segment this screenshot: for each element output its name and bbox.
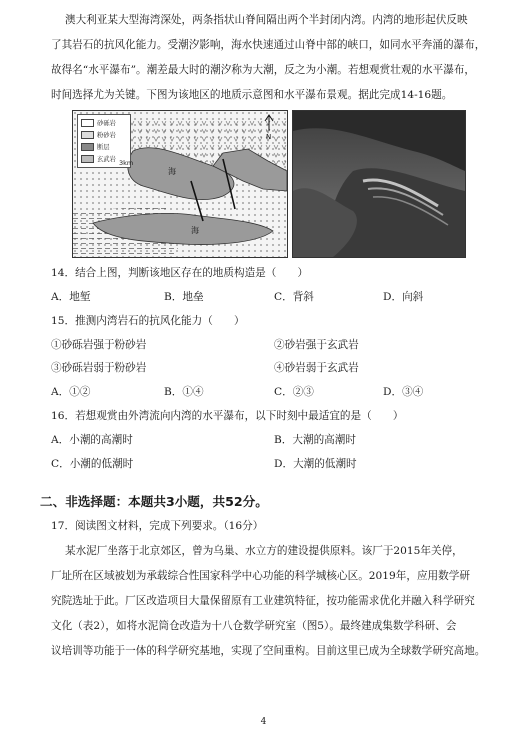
q14-stem: 14．结合上图，判断该地区存在的地质构造是（ ） (51, 267, 309, 279)
legend-swatch (81, 155, 94, 163)
intro-line-4: 时间选择尤为关键。下图为该地区的地质示意图和水平瀑布景观。据此完成14-16题。 (51, 89, 453, 101)
q15-statement-3: ③砂砾岩弱于粉砂岩 (51, 362, 147, 374)
q16-option-c[interactable]: C．小潮的低潮时 (51, 458, 134, 470)
q16-option-a[interactable]: A．小潮的高潮时 (51, 434, 133, 446)
q17-line-1: 某水泥厂坐落于北京郊区，曾为乌巢、水立方的建设提供原料。该厂于2015年关停， (65, 545, 463, 557)
legend-item (81, 118, 116, 127)
map-water-label: 海 (168, 167, 176, 176)
map-water-label: 海 (191, 226, 199, 235)
svg-text:N: N (266, 133, 272, 141)
intro-line-1: 澳大利亚某大型海湾深处，两条指状山脊间隔出两个半封闭内湾。内湾的地形起伏反映 (65, 14, 468, 26)
legend-label: 砂砾岩 (97, 120, 116, 127)
legend-label: 粉砂岩 (97, 132, 116, 139)
legend-item (81, 142, 110, 151)
legend-swatch (81, 143, 94, 151)
q15-option-d[interactable]: D．③④ (383, 386, 424, 398)
q14-option-d[interactable]: D．向斜 (383, 291, 424, 303)
horizontal-waterfall-photo (292, 110, 466, 258)
legend-item (81, 130, 116, 139)
q17-stem: 17．阅读图文材料，完成下列要求。（16分） (51, 520, 264, 532)
section-heading: 二、非选择题：本题共3小题，共52分。 (40, 494, 268, 509)
legend-label: 断层 (97, 144, 110, 151)
legend-swatch (81, 131, 94, 139)
geologic-map (72, 110, 288, 258)
q17-line-4: 文化（表2），如将水泥筒仓改造为十八仓数学研究室（图5）。最终建成集数学科研、会 (51, 620, 457, 632)
q15-statement-1: ①砂砾岩强于粉砂岩 (51, 339, 147, 351)
legend-label: 玄武岩 (97, 156, 116, 163)
intro-line-3: 故得名“水平瀑布”。潮差最大时的潮汐称为大潮，反之为小潮。若想观赏壮观的水平瀑布， (51, 64, 475, 76)
q16-option-b[interactable]: B．大潮的高潮时 (274, 434, 356, 446)
q15-option-b[interactable]: B．①④ (164, 386, 204, 398)
q14-option-b[interactable]: B．地垒 (164, 291, 204, 303)
page-number: 4 (260, 717, 267, 727)
q17-line-2: 厂址所在区域被划为承载综合性国家科学中心功能的科学城核心区。2019年，应用数学研 (51, 570, 470, 582)
q15-stem: 15．推测内湾岩石的抗风化能力（ ） (51, 315, 245, 327)
legend-swatch (81, 119, 94, 127)
q17-line-5: 议培训等功能于一体的科学研究基地，实现了空间重构。目前这里已成为全球数学研究高地。 (51, 645, 486, 657)
q17-line-3: 究院选址于此。厂区改造项目大量保留原有工业建筑特征，按功能需求优化并融入科学研究 (51, 595, 475, 607)
q15-option-c[interactable]: C．②③ (274, 386, 314, 398)
q14-option-a[interactable]: A．地堑 (51, 291, 91, 303)
q15-statement-4: ④砂岩弱于玄武岩 (274, 362, 359, 374)
photo-drawing (293, 111, 465, 257)
intro-line-2: 了其岩石的抗风化能力。受潮汐影响，海水快速通过山脊中部的峡口，如同水平奔涌的瀑布， (51, 39, 486, 51)
q16-option-d[interactable]: D．大潮的低潮时 (274, 458, 357, 470)
map-scale: 3km (119, 159, 134, 167)
q15-option-a[interactable]: A．①② (51, 386, 91, 398)
q14-option-c[interactable]: C．背斜 (274, 291, 314, 303)
q15-statement-2: ②砂岩强于玄武岩 (274, 339, 359, 351)
legend-item (81, 154, 116, 163)
q16-stem: 16．若想观赏由外湾流向内湾的水平瀑布，以下时刻中最适宜的是（ ） (51, 410, 404, 422)
